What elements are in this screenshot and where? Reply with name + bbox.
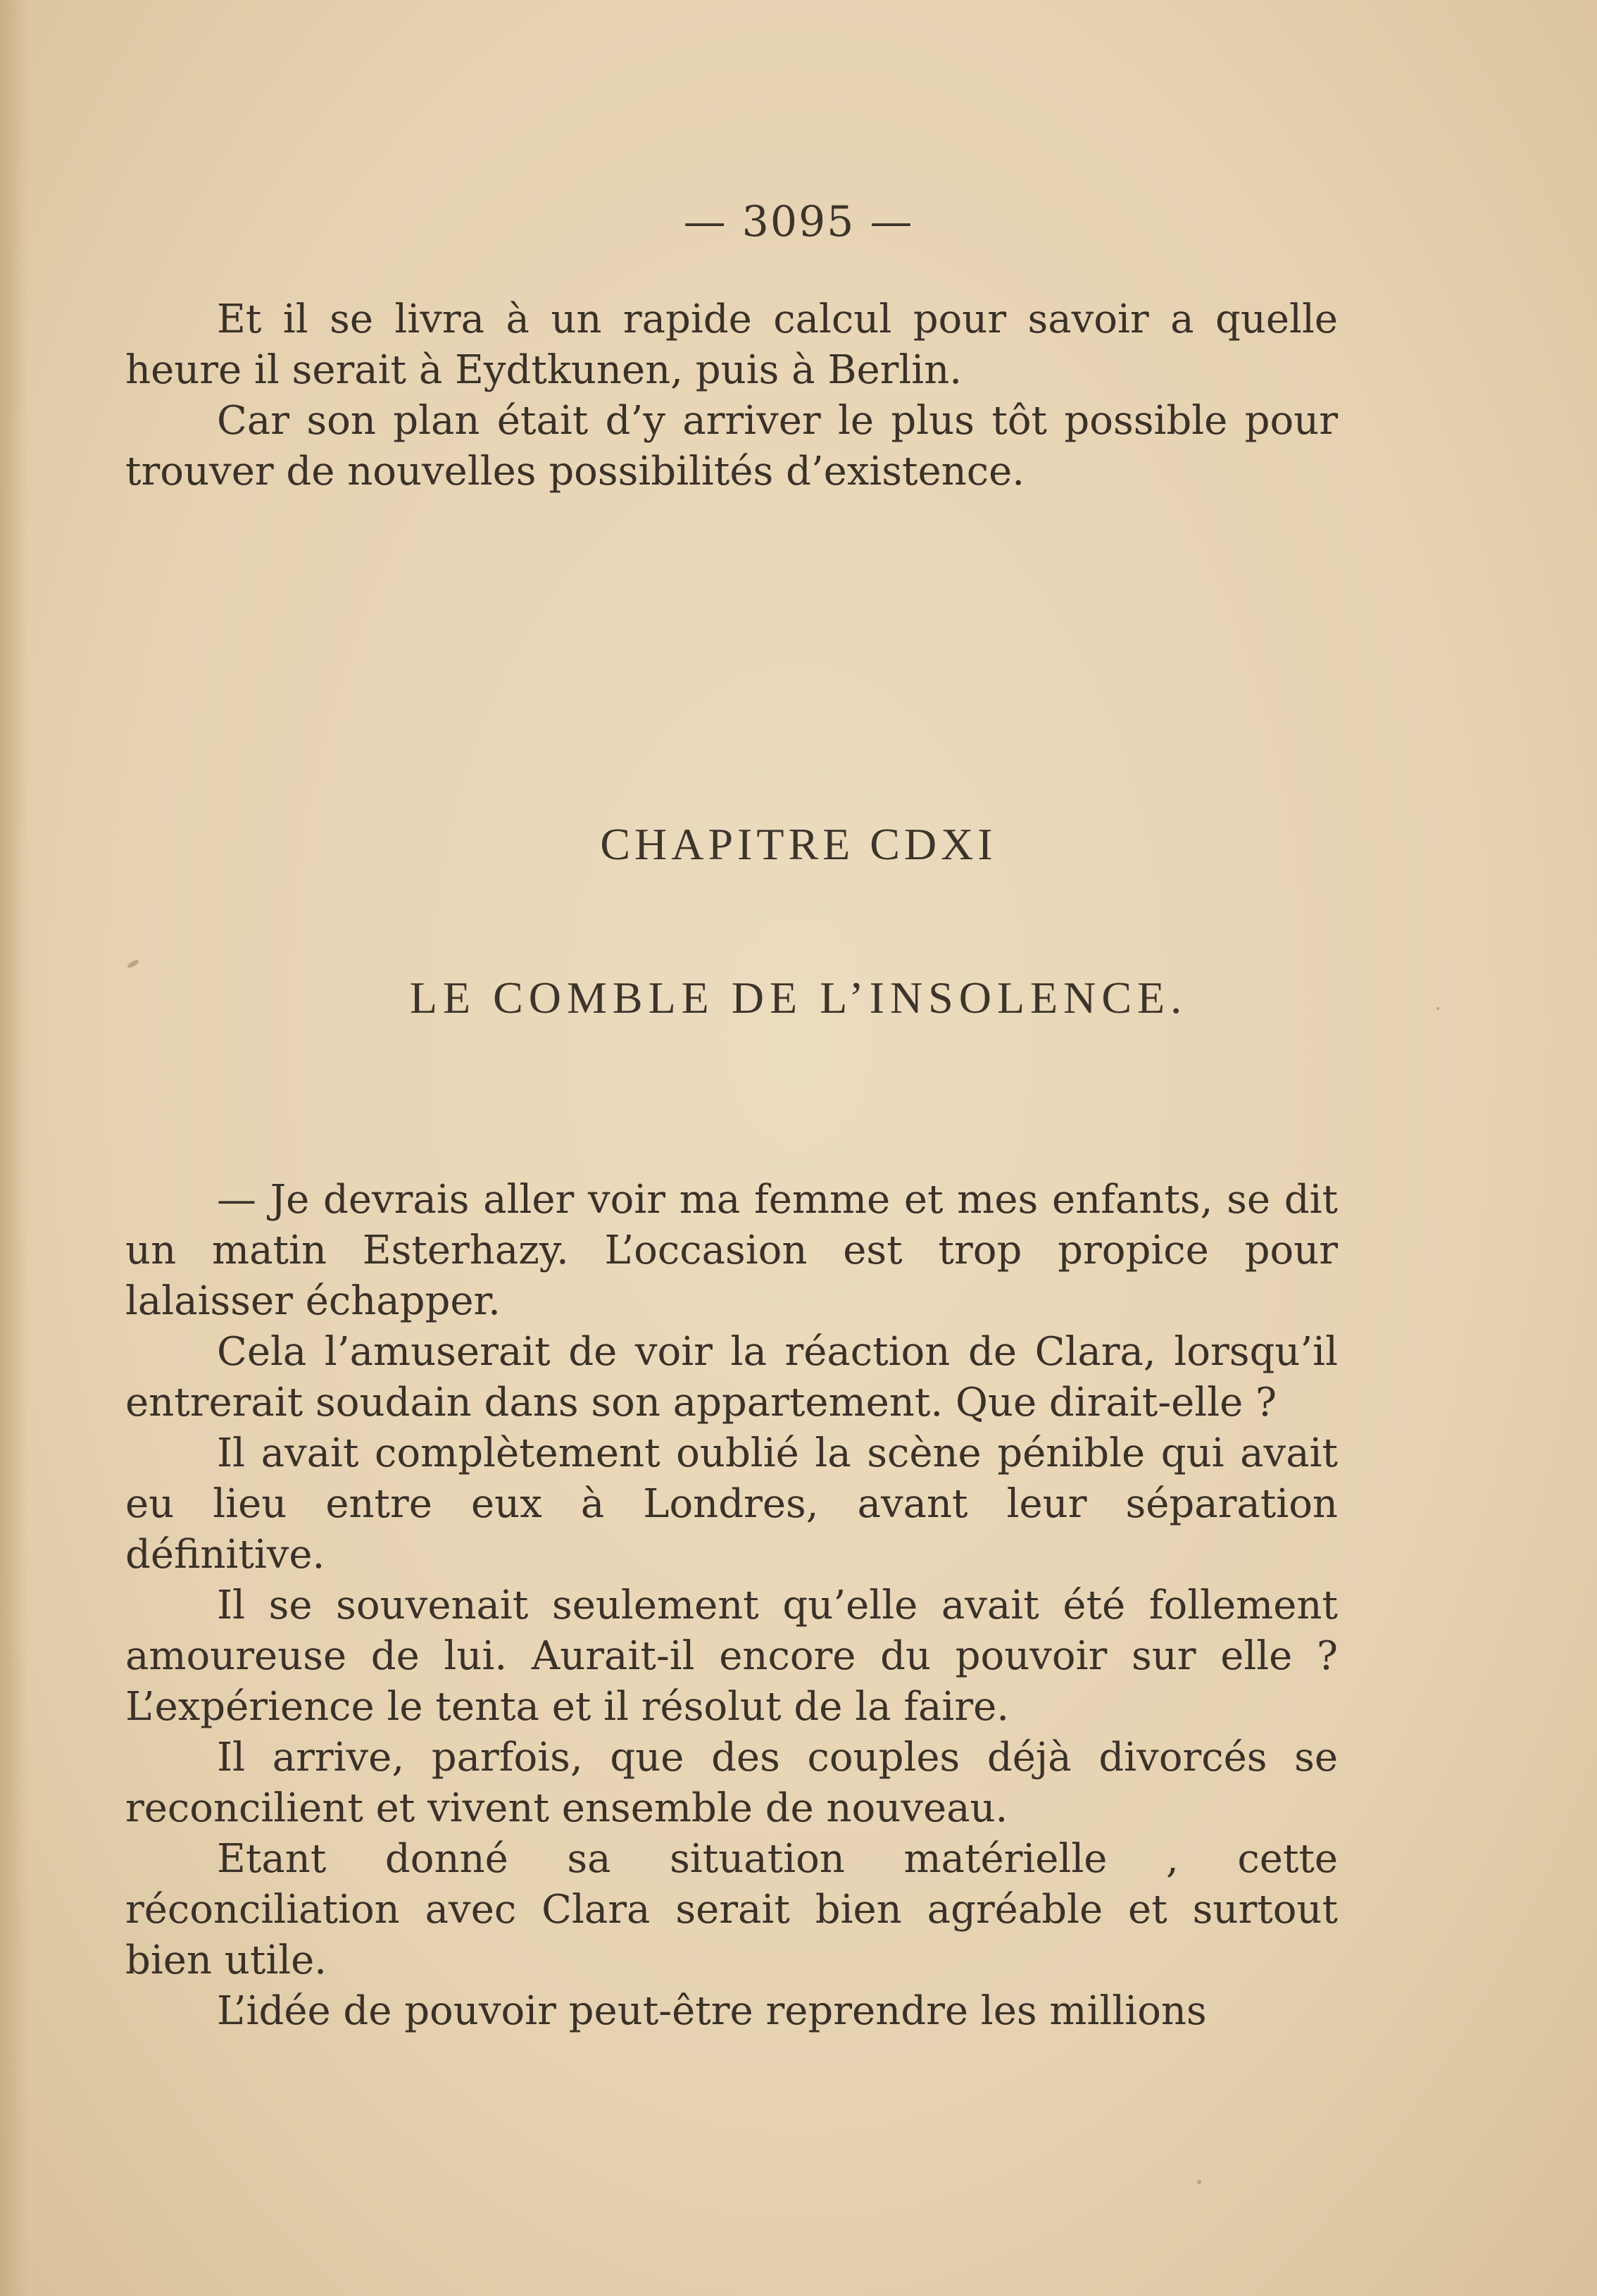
paper-speck (1436, 1007, 1439, 1010)
paragraph: Il avait complètement oublié la scène pénible qui avait eu lieu entre eux à Londres, avant leur séparation définitive. (125, 1430, 1338, 1578)
page-number: — 3095 — (683, 197, 914, 247)
paragraph: — Je devrais aller voir ma femme et mes enfants, se dit un matin Esterhazy. L’occasion est trop propice pour lalaisser échapper. (125, 1177, 1338, 1324)
paragraph: Il arrive, parfois, que des couples déjà divorcés se reconcilient et vivent ensemble de nouveau. (125, 1735, 1338, 1831)
paragraph: Car son plan était d’y arriver le plus tôt possible pour trouver de nouvelles possibilités d’existence. (125, 398, 1338, 494)
top-text-block (125, 294, 1338, 497)
paragraph: Etant donné sa situation matérielle , cette réconciliation avec Clara serait bien agréable et surtout bien utile. (125, 1836, 1338, 1983)
paper-speck (126, 959, 139, 969)
paper-speck (1197, 2180, 1201, 2184)
page-edge-shadow (0, 0, 28, 2296)
paragraph: Il se souvenait seulement qu’elle avait été follement amoureuse de lui. Aurait-il encore du pouvoir sur elle ? L’expérience le tenta et il résolut de la faire. (125, 1583, 1338, 1730)
paragraph: Et il se livra à un rapide calcul pour savoir a quelle heure il serait à Eydtkunen, puis à Berlin. (125, 297, 1338, 393)
chapter-title: LE COMBLE DE L’INSOLENCE. (409, 973, 1188, 1023)
paragraph: L’idée de pouvoir peut-être reprendre les millions (217, 1988, 1207, 2034)
chapter-number: CHAPITRE CDXI (600, 819, 997, 869)
chapter-text-block (125, 1175, 1338, 2037)
paragraph: Cela l’amuserait de voir la réaction de Clara, lorsqu’il entrerait soudain dans son appartement. Que dirait-elle ? (125, 1329, 1338, 1425)
